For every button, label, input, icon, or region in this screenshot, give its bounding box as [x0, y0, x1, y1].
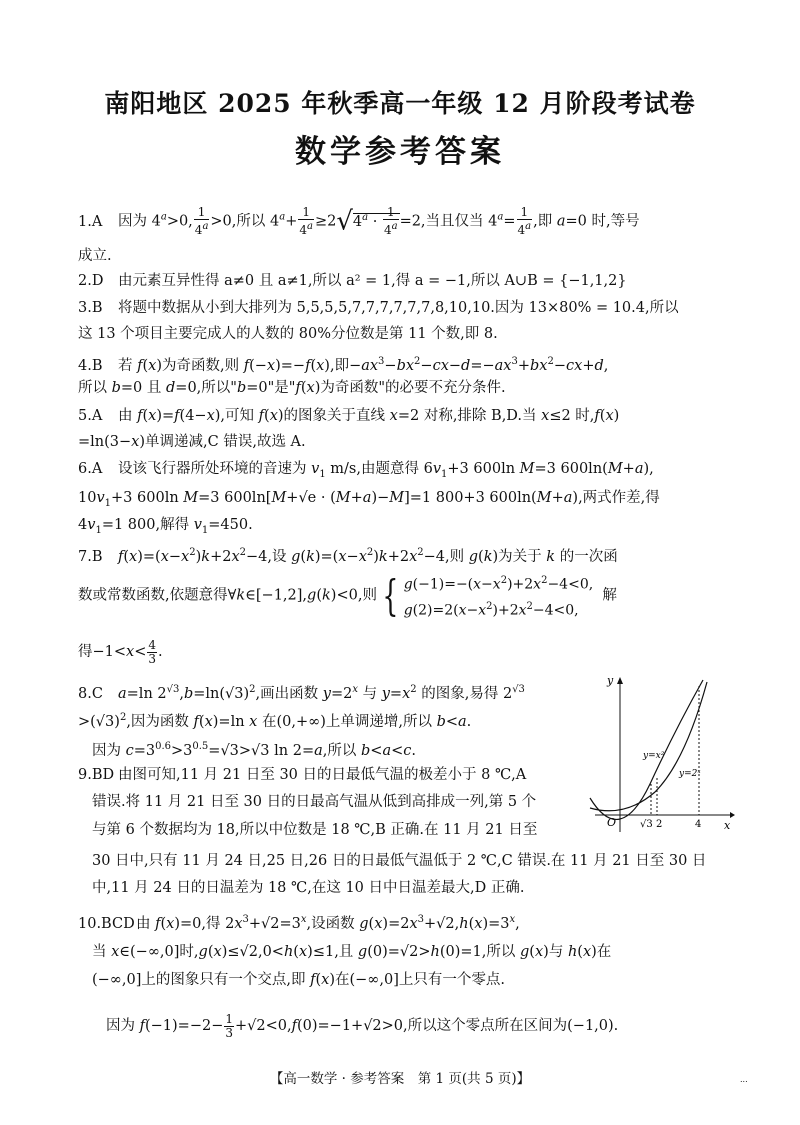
tick-label-a: √3 — [640, 819, 653, 830]
y-axis-label: y — [607, 674, 614, 687]
origin-label: O — [607, 816, 617, 829]
curve-2-power-x — [590, 682, 707, 811]
answer-4-line-2: 所以 b=0 且 d=0,所以"b=0"是"f(x)为奇函数"的必要不充分条件. — [78, 380, 506, 396]
answer-3-text-1: 将题中数据从小到大排列为 5,5,5,5,7,7,7,7,7,7,8,10,10.因为 13×80% = 10.4,所以 — [118, 300, 679, 316]
tick-label-c: 4 — [695, 819, 702, 830]
answer-9-line-4: 30 日中,只有 11 月 24 日,25 日,26 日的日最低气温低于 2 ℃,C 错误.在 11 月 21 日至 30 日 — [92, 853, 707, 869]
answer-9-line-2: 错误.将 11 月 21 日至 30 日的日最高气温从低到高排成一列,第 5 个 — [92, 794, 537, 810]
answer-4-line-1: 4.B 若 f(x)为奇函数,则 f(−x)=−f(x),即$-ax^3-bx^2-cx-d=-ax^3+bx^2-cx+d$, — [78, 356, 609, 374]
answer-10-number: 10.BCD — [78, 915, 135, 932]
answer-3-line-2: 这 13 个项目主要完成人的人数的 80%分位数是第 11 个数,即 8. — [78, 326, 498, 342]
function-graph — [585, 672, 735, 834]
answer-6-line-3: $4v_1=1$ 800,解得 $v_1=450$. — [78, 517, 253, 536]
answer-8-line-1: 8.C a=ln $2^{√3},b=\ln(√3)^2$,画出函数 $y=2^x$ 与 $y=x^2$ 的图象,易得 $2^{√3}$ — [78, 684, 525, 702]
answer-7-number: 7.B — [78, 548, 103, 565]
answer-9-text-1: 由图可知,11 月 21 日至 30 日的日最低气温的极差小于 8 ℃,A — [118, 767, 527, 783]
answer-9-line-5: 中,11 月 24 日的日温差为 18 ℃,在这 10 日中日温差最大,D 正确. — [92, 880, 525, 896]
tick-label-b: 2 — [656, 819, 663, 830]
answer-6-line-2: $10v_1+3$ 600ln M=3 600ln[M+√e · (M+a)−M]=1 800+3 600ln(M+a),两式作差,得 — [78, 490, 660, 509]
document-title: 南阳地区 2025 年秋季高一年级 12 月阶段考试卷 — [104, 89, 696, 118]
footer-mark: ... — [740, 1075, 748, 1084]
answer-7-line-2: 数或常数函数,依题意得∀k∈[−1,2],g(k)<0,则 { $g(-1)=-(x-x^2)+2x^2-4<0$, $g(2)=2(x-x^2)+2x^2-4<0$, 解 — [78, 570, 617, 620]
curve-2-power-x-label: y=2ˣ — [679, 769, 701, 779]
answer-10-line-3: (−∞,0]上的图象只有一个交点,即 f(x)在(−∞,0]上只有一个零点. — [92, 972, 505, 988]
answer-1-line-1: 1.A 因为 $4^a>0$, $\frac{1}{4^a}$ >0,所以 $4^a+$ $\frac{1}{4^a}$ $\ge 2√4^a$ · $\frac{1}{4^a}$ =2,当且仅当 $4^a=$ $\frac{1}{4^a}$ ,即 a=0 时,等号 — [78, 205, 640, 237]
answer-10-line-1: 10.BCD由 f(x)=0,得 $2x^3+√2=3^x$,设函数 $g(x)=2x^3+√2,h(x)=3^x$, — [78, 914, 520, 932]
answer-2-line — [78, 271, 627, 291]
answer-8-number: 8.C — [78, 685, 103, 702]
document-subtitle: 数学参考答案 — [295, 134, 505, 170]
x-axis-arrow — [730, 812, 735, 818]
answer-9-line-3: 与第 6 个数据均为 18,所以中位数是 18 ℃,B 正确.在 11 月 21 日至 — [92, 822, 538, 838]
answer-6-line-1: 6.A 设该飞行器所处环境的音速为 $v_1$ m/s,由题意得 $6v_1+3$ 600ln M=3 600ln(M+a), — [78, 461, 654, 480]
x-axis-label: x — [724, 819, 731, 832]
answer-5-line-2: =ln(3−x)单调递减,C 错误,故选 A. — [78, 434, 306, 450]
answer-5-line-1: 5.A 由 f(x)=f(4−x),可知 f(x)的图象关于直线 x=2 对称,排除 B,D.当 x≤2 时,f(x) — [78, 408, 620, 424]
answer-10-line-4: 因为 f(−1)=−2− $\frac{1}{3}$ +√2<0,f(0)=−1+√2>0,所以这个零点所在区间为(−1,0). — [106, 1011, 619, 1040]
answer-2-text: 由元素互异性得 a≠0 且 a≠1,所以 a² = 1,得 a = −1,所以 A∪B = {−1,1,2} — [118, 273, 627, 289]
answer-1-line-2: 成立. — [78, 248, 112, 264]
answer-3-line-1 — [78, 298, 679, 318]
answer-6-number: 6.A — [78, 461, 103, 477]
answer-1-number: 1.A — [78, 213, 103, 230]
curve-x-squared-label: y=x² — [643, 751, 665, 761]
answer-3-number: 3.B — [78, 300, 103, 316]
answer-9-number: 9.BD — [78, 767, 115, 783]
y-axis-arrow — [617, 677, 623, 684]
answer-10-line-2: 当 x∈(−∞,0]时,g(x)≤√2,0<h(x)≤1,且 g(0)=√2>h(0)=1,所以 g(x)与 h(x)在 — [92, 944, 612, 960]
page-footer: 【高一数学 · 参考答案 第 1 页(共 5 页)】 — [269, 1071, 531, 1087]
answer-8-line-3: 因为 $c=3^{0.6}>3^{0.5}=√3>√3$ ln 2=a,所以 b<a<c. — [92, 741, 416, 759]
answer-8-line-2: $>(√3)^2$,因为函数 f(x)=ln x 在(0,+∞)上单调递增,所以 b<a. — [78, 712, 472, 730]
answer-5-number: 5.A — [78, 408, 103, 424]
answer-4-number: 4.B — [78, 357, 103, 374]
answer-7-line-1: 7.B $f(x)=(x-x^2)k+2x^2-4$,设 $g(k)=(x-x^2)k+2x^2-4$,则 g(k)为关于 k 的一次函 — [78, 547, 618, 565]
answer-9-line-1 — [78, 765, 526, 785]
answer-2-number: 2.D — [78, 273, 104, 289]
answer-7-line-3: 得−1<x< $\frac{4}{3}$ . — [78, 637, 163, 666]
